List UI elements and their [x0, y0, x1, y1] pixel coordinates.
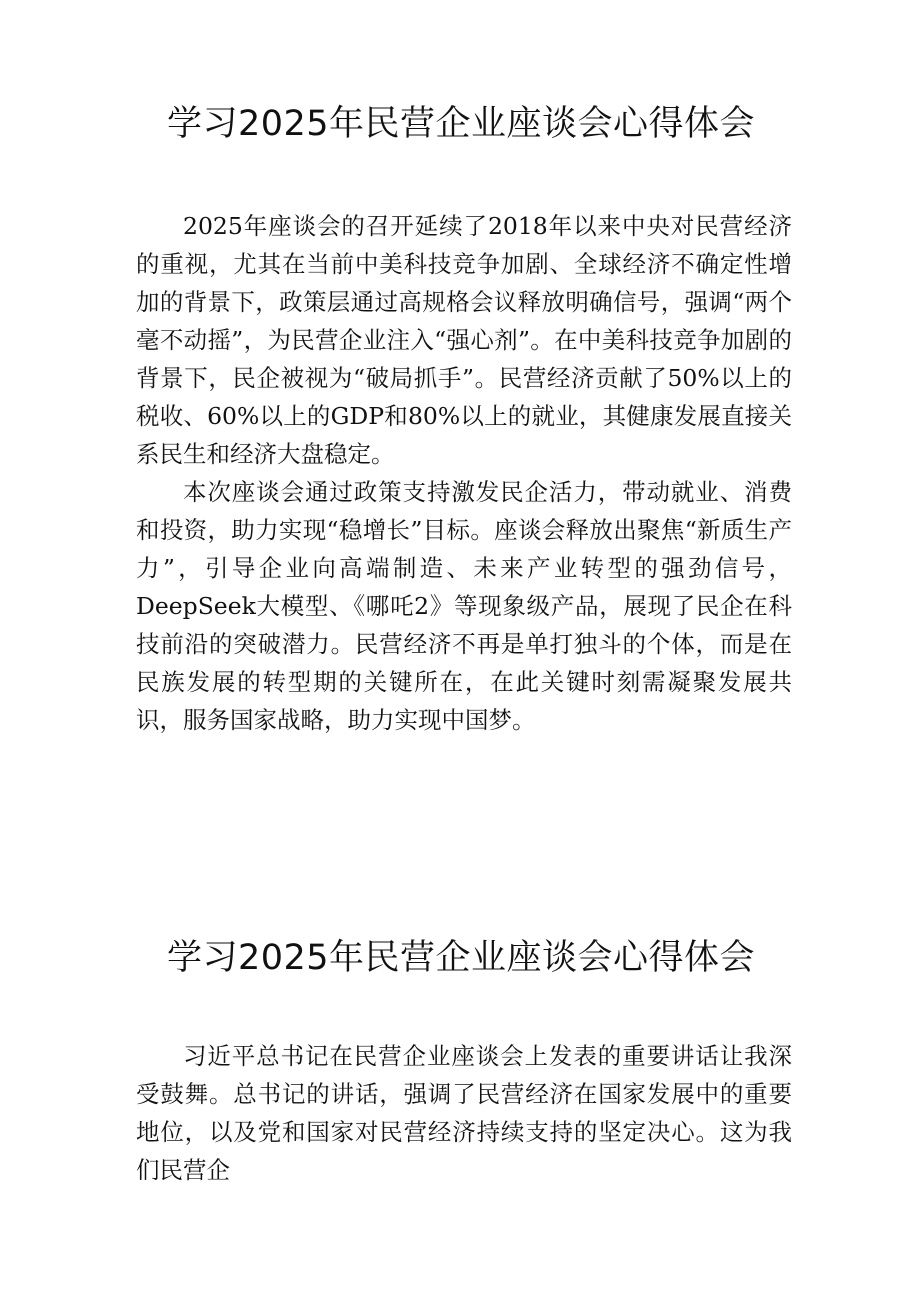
section-2-title: 学习2025年民营企业座谈会心得体会 [166, 938, 756, 978]
section-2-body [136, 1037, 792, 1189]
section-2-paragraph-1: 习近平总书记在民营企业座谈会上发表的重要讲话让我深受鼓舞。总书记的讲话，强调了民营经济在国家发展中的重要地位，以及党和国家对民营经济持续支持的坚定决心。这为我们民营企 [136, 1042, 792, 1184]
section-1-paragraph-1: 2025年座谈会的召开延续了2018年以来中央对民营经济的重视，尤其在当前中美科技竞争加剧、全球经济不确定性增加的背景下，政策层通过高规格会议释放明确信号，强调“两个毫不动摇”，为民营企业注入“强心剂”。在中美科技竞争加剧的背景下，民企被视为“破局抓手”。民营经济贡献了50%以上的税收、60%以上的GDP和80%以上的就业，其健康发展直接关系民生和经济大盘稳定。 [136, 212, 792, 468]
section-1-paragraph-2: 本次座谈会通过政策支持激发民企活力，带动就业、消费和投资，助力实现“稳增长”目标。座谈会释放出聚焦“新质生产力”，引导企业向高端制造、未来产业转型的强劲信号，DeepSeek大模型、《哪吒2》等现象级产品，展现了民企在科技前沿的突破潜力。民营经济不再是单打独斗的个体，而是在民族发展的转型期的关键所在，在此关键时刻需凝聚发展共识，服务国家战略，助力实现中国梦。 [136, 478, 792, 734]
section-1-title: 学习2025年民营企业座谈会心得体会 [166, 104, 756, 144]
section-1-body [136, 207, 792, 739]
